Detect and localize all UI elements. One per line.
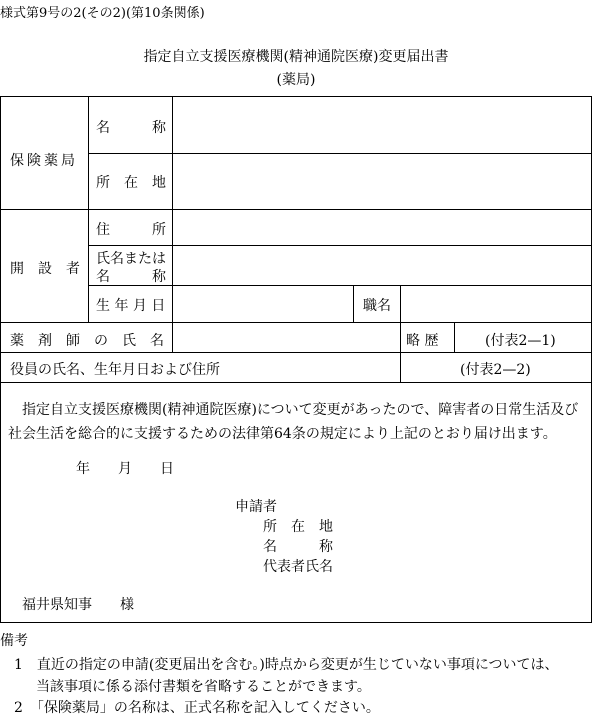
note-item-1-continued: 当該事項に係る添付書類を省略することができます。 (36, 679, 371, 695)
founder-name-label-line1: 氏名または (96, 251, 166, 267)
document-subtitle: (薬局) (276, 72, 316, 88)
addressee: 福井県知事 様 (22, 597, 134, 613)
pharmacy-address-label: 所 在 地 (96, 175, 166, 191)
submission-date: 年 月 日 (76, 461, 174, 477)
column-divider (172, 96, 173, 352)
founder-name-field[interactable] (174, 247, 590, 284)
pharmacist-history-attachment: (付表2—1) (485, 333, 556, 349)
column-divider (454, 322, 455, 352)
notes-heading: 備考 (0, 633, 28, 649)
form-number: 様式第9号の2(その2)(第10条関係) (0, 6, 205, 21)
founder-address-field[interactable] (174, 211, 590, 244)
column-divider (353, 285, 354, 322)
founder-job-label: 職名 (363, 298, 391, 314)
officers-label: 役員の氏名、生年月日および住所 (10, 362, 220, 378)
insurance-pharmacy-label: 保険薬局 (10, 153, 78, 169)
note-item-1: 1 直近の指定の申請(変更届出を含む。)時点から変更が生じていない事項については、 (14, 657, 559, 673)
column-divider (88, 96, 89, 322)
pharmacist-history-label: 略 歴 (406, 333, 439, 349)
pharmacist-name-field[interactable] (174, 324, 399, 351)
note-item-2: 2 「保険薬局」の名称は、正式名称を記入してください。 (14, 700, 380, 716)
founder-name-label-line2: 名 称 (96, 269, 166, 285)
officers-attachment: (付表2—2) (460, 362, 531, 378)
pharmacy-address-field[interactable] (174, 155, 590, 208)
founder-label: 開 設 者 (10, 261, 80, 277)
applicant-label: 申請者 (235, 499, 277, 515)
pharmacy-name-field[interactable] (174, 98, 590, 152)
founder-birthdate-label: 生 年 月 日 (96, 298, 166, 314)
applicant-address-label: 所 在 地 (263, 519, 333, 535)
applicant-name-label: 名 称 (263, 539, 333, 555)
row-divider (0, 382, 592, 383)
row-divider (88, 153, 592, 154)
row-divider (88, 245, 592, 246)
founder-address-label: 住 所 (96, 222, 166, 238)
pharmacist-name-label: 薬 剤 師 の 氏 名 (10, 333, 164, 349)
founder-birthdate-field[interactable] (174, 287, 352, 321)
applicant-representative-label: 代表者氏名 (263, 559, 333, 575)
founder-job-field[interactable] (402, 287, 590, 321)
column-divider (400, 285, 401, 382)
pharmacy-name-label: 名 称 (96, 120, 166, 136)
document-title: 指定自立支援医療機関(精神通院医療)変更届出書 (143, 49, 449, 65)
row-divider (0, 352, 592, 353)
row-divider (0, 322, 592, 323)
declaration-text: 指定自立支援医療機関(精神通院医療)について変更があったので、障害者の日常生活及び社会生活を総合的に支援するための法律第64条の規定により上記のとおり届け出ます。 (8, 402, 579, 442)
